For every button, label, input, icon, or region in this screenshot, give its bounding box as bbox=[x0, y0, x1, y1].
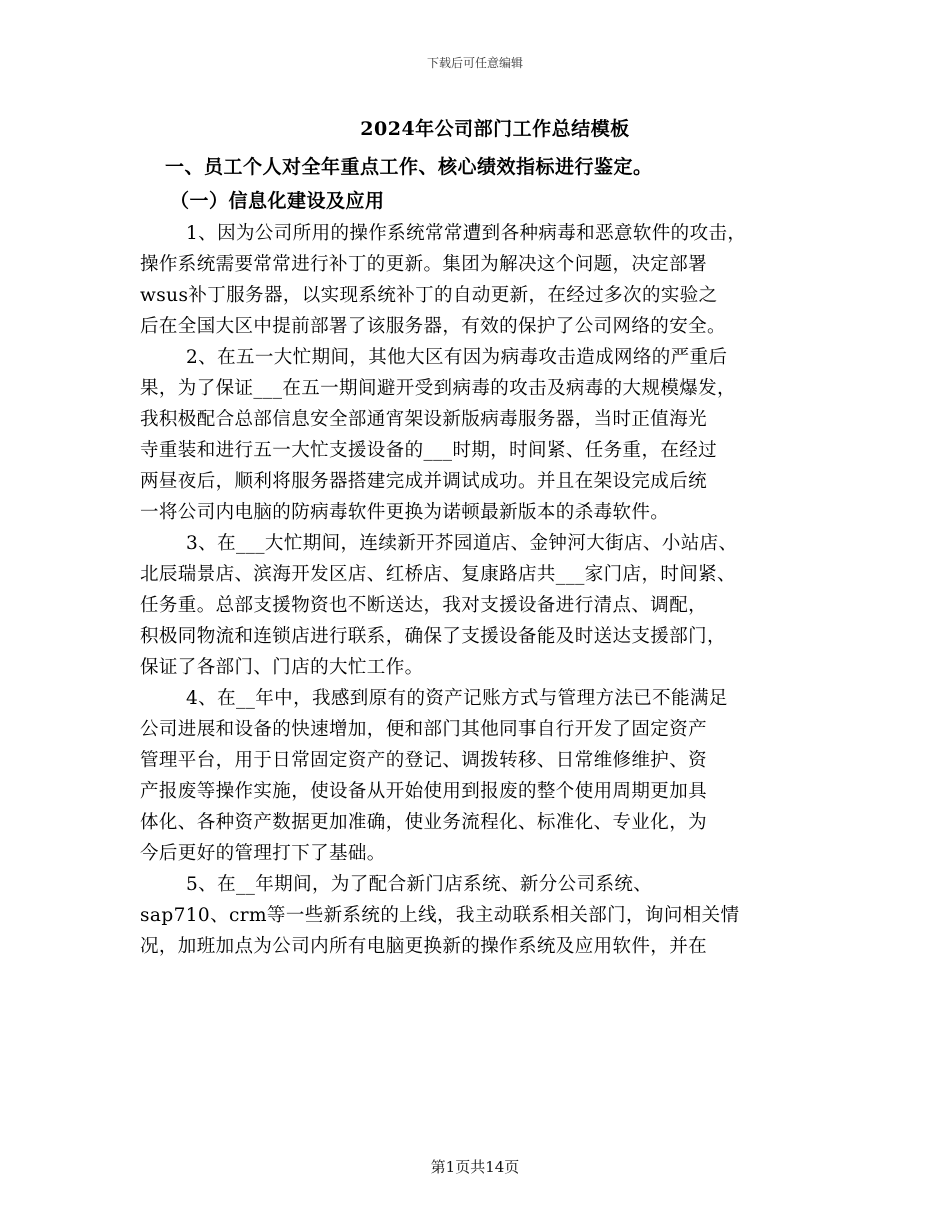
paragraph-first-line: 4、在__年中，我感到原有的资产记账方式与管理方法已不能满足 bbox=[186, 688, 728, 709]
paragraph-line: 保证了各部门、门店的大忙工作。 bbox=[140, 657, 424, 678]
paragraph-line: 北辰瑞景店、滨海开发区店、红桥店、复康路店共___家门店，时间紧、 bbox=[140, 564, 736, 585]
paragraph-first-line: 5、在__年期间，为了配合新门店系统、新分公司系统、 bbox=[186, 874, 653, 895]
document-title: 2024年公司部门工作总结模板 bbox=[360, 118, 630, 140]
paragraph-line: 操作系统需要常常进行补丁的更新。集团为解决这个问题，决定部署 bbox=[140, 254, 708, 275]
paragraph-line: 积极同物流和连锁店进行联系，确保了支援设备能及时送达支援部门， bbox=[140, 626, 726, 647]
section-heading: 一、员工个人对全年重点工作、核心绩效指标进行鉴定。 bbox=[165, 156, 653, 178]
paragraph-line: 果，为了保证___在五一期间避开受到病毒的攻击及病毒的大规模爆发， bbox=[140, 378, 736, 399]
paragraph-line: 今后更好的管理打下了基础。 bbox=[140, 843, 386, 864]
paragraph-line: 两昼夜后，顺利将服务器搭建完成并调试成功。并且在架设完成后统 bbox=[140, 471, 708, 492]
paragraph-line: 况，加班加点为公司内所有电脑更换新的操作系统及应用软件，并在 bbox=[140, 936, 708, 957]
paragraph-line: 公司进展和设备的快速增加，便和部门其他同事自行开发了固定资产 bbox=[140, 719, 708, 740]
paragraph-line: 一将公司内电脑的防病毒软件更换为诺顿最新版本的杀毒软件。 bbox=[140, 502, 670, 523]
paragraph-line: 我积极配合总部信息安全部通宵架设新版病毒服务器，当时正值海光 bbox=[140, 409, 708, 430]
body-text bbox=[140, 218, 820, 962]
paragraph-first-line: 1、因为公司所用的操作系统常常遭到各种病毒和恶意软件的攻击， bbox=[186, 223, 747, 244]
paragraph-line: 后在全国大区中提前部署了该服务器，有效的保护了公司网络的安全。 bbox=[140, 316, 726, 337]
paragraph-line: 任务重。总部支援物资也不断送达，我对支援设备进行清点、调配， bbox=[140, 595, 708, 616]
page-number-footer: 第1页共14页 bbox=[430, 1158, 520, 1176]
subsection-heading: （一）信息化建设及应用 bbox=[170, 190, 385, 212]
paragraph-line: sap710、crm等一些新系统的上线，我主动联系相关部门，询问相关情 bbox=[140, 905, 740, 926]
paragraph-first-line: 2、在五一大忙期间，其他大区有因为病毒攻击造成网络的严重后 bbox=[186, 347, 728, 368]
paragraph-first-line: 3、在___大忙期间，连续新开芥园道店、金钟河大街店、小站店、 bbox=[186, 533, 738, 554]
paragraph-line: 体化、各种资产数据更加准确，使业务流程化、标准化、专业化，为 bbox=[140, 812, 708, 833]
paragraph-line: 产报废等操作实施，使设备从开始使用到报废的整个使用周期更加具 bbox=[140, 781, 708, 802]
paragraph-line: wsus补丁服务器，以实现系统补丁的自动更新，在经过多次的实验之 bbox=[140, 285, 718, 306]
paragraph-line: 寺重装和进行五一大忙支援设备的___时期，时间紧、任务重，在经过 bbox=[140, 440, 718, 461]
paragraph-line: 管理平台，用于日常固定资产的登记、调拨转移、日常维修维护、资 bbox=[140, 750, 708, 771]
header-note: 下载后可任意编辑 bbox=[426, 56, 523, 70]
